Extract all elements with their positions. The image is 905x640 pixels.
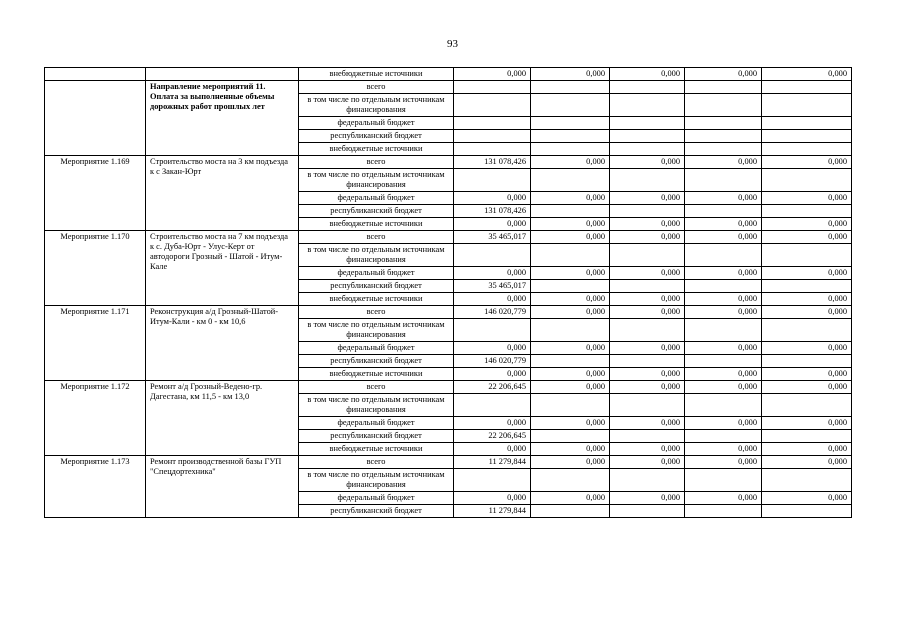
value-cell: 0,000 <box>762 492 852 505</box>
value-cell: 0,000 <box>531 68 610 81</box>
source-cell: республиканский бюджет <box>299 280 454 293</box>
value-cell: 0,000 <box>531 417 610 430</box>
value-cell: 0,000 <box>685 293 762 306</box>
source-cell: в том числе по отдельным источникам финансирования <box>299 244 454 267</box>
code-cell: Мероприятие 1.170 <box>45 231 146 306</box>
value-cell: 0,000 <box>762 342 852 355</box>
value-cell <box>685 469 762 492</box>
value-cell: 0,000 <box>762 267 852 280</box>
value-cell <box>531 505 610 518</box>
value-cell <box>531 205 610 218</box>
value-cell: 0,000 <box>685 306 762 319</box>
value-cell: 0,000 <box>531 293 610 306</box>
value-cell: 0,000 <box>685 443 762 456</box>
value-cell: 131 078,426 <box>454 156 531 169</box>
name-cell: Реконструкция а/д Грозный-Шатой-Итум-Кали - км 0 - км 10,6 <box>146 306 299 381</box>
table-row <box>45 156 852 169</box>
value-cell: 0,000 <box>454 293 531 306</box>
source-cell: всего <box>299 231 454 244</box>
financing-table <box>44 67 852 518</box>
source-cell: республиканский бюджет <box>299 355 454 368</box>
value-cell <box>610 130 685 143</box>
value-cell: 0,000 <box>454 417 531 430</box>
source-cell: республиканский бюджет <box>299 505 454 518</box>
value-cell: 0,000 <box>531 443 610 456</box>
value-cell: 0,000 <box>610 368 685 381</box>
value-cell <box>531 117 610 130</box>
value-cell <box>610 81 685 94</box>
table-row <box>45 381 852 394</box>
value-cell: 131 078,426 <box>454 205 531 218</box>
code-cell: Мероприятие 1.173 <box>45 456 146 518</box>
source-cell: всего <box>299 456 454 469</box>
value-cell: 0,000 <box>610 342 685 355</box>
value-cell <box>685 394 762 417</box>
value-cell: 0,000 <box>762 218 852 231</box>
value-cell <box>685 117 762 130</box>
value-cell: 22 206,645 <box>454 381 531 394</box>
value-cell <box>610 169 685 192</box>
value-cell: 0,000 <box>610 306 685 319</box>
value-cell: 0,000 <box>685 368 762 381</box>
value-cell: 0,000 <box>454 267 531 280</box>
value-cell: 0,000 <box>531 306 610 319</box>
name-cell: Ремонт производственной базы ГУП "Спецдортехника" <box>146 456 299 518</box>
value-cell: 0,000 <box>610 456 685 469</box>
value-cell: 0,000 <box>454 492 531 505</box>
value-cell: 0,000 <box>531 192 610 205</box>
value-cell: 0,000 <box>762 293 852 306</box>
name-cell: Ремонт а/д Грозный-Ведено-гр. Дагестана, км 11,5 - км 13,0 <box>146 381 299 456</box>
value-cell <box>610 319 685 342</box>
value-cell <box>685 244 762 267</box>
value-cell: 11 279,844 <box>454 505 531 518</box>
value-cell: 0,000 <box>685 218 762 231</box>
value-cell: 0,000 <box>531 218 610 231</box>
value-cell <box>685 130 762 143</box>
value-cell <box>762 430 852 443</box>
value-cell <box>685 319 762 342</box>
value-cell: 0,000 <box>454 68 531 81</box>
value-cell <box>610 117 685 130</box>
value-cell: 0,000 <box>531 231 610 244</box>
value-cell: 0,000 <box>685 267 762 280</box>
value-cell: 0,000 <box>531 156 610 169</box>
source-cell: внебюджетные источники <box>299 293 454 306</box>
value-cell <box>762 81 852 94</box>
value-cell: 0,000 <box>685 492 762 505</box>
value-cell: 0,000 <box>610 192 685 205</box>
value-cell: 0,000 <box>531 368 610 381</box>
value-cell: 0,000 <box>685 156 762 169</box>
value-cell <box>610 143 685 156</box>
value-cell: 0,000 <box>531 456 610 469</box>
code-cell: Мероприятие 1.171 <box>45 306 146 381</box>
value-cell: 0,000 <box>610 492 685 505</box>
source-cell: всего <box>299 381 454 394</box>
value-cell <box>610 430 685 443</box>
value-cell: 0,000 <box>531 267 610 280</box>
value-cell: 0,000 <box>685 456 762 469</box>
table-row <box>45 306 852 319</box>
value-cell: 0,000 <box>685 417 762 430</box>
source-cell: всего <box>299 156 454 169</box>
value-cell <box>531 430 610 443</box>
value-cell <box>454 117 531 130</box>
value-cell <box>762 130 852 143</box>
value-cell <box>531 355 610 368</box>
value-cell: 0,000 <box>610 231 685 244</box>
value-cell: 35 465,017 <box>454 231 531 244</box>
value-cell <box>762 469 852 492</box>
value-cell: 0,000 <box>762 456 852 469</box>
source-cell: федеральный бюджет <box>299 117 454 130</box>
page-number: 93 <box>447 38 458 50</box>
value-cell <box>531 94 610 117</box>
table-row <box>45 68 852 81</box>
code-cell <box>45 81 146 156</box>
value-cell <box>610 94 685 117</box>
value-cell: 0,000 <box>762 156 852 169</box>
value-cell: 35 465,017 <box>454 280 531 293</box>
source-cell: федеральный бюджет <box>299 492 454 505</box>
value-cell <box>762 94 852 117</box>
table-row <box>45 81 852 94</box>
value-cell: 0,000 <box>610 417 685 430</box>
value-cell <box>610 394 685 417</box>
source-cell: всего <box>299 306 454 319</box>
source-cell: внебюджетные источники <box>299 443 454 456</box>
value-cell <box>685 143 762 156</box>
source-cell: в том числе по отдельным источникам финансирования <box>299 319 454 342</box>
value-cell <box>762 505 852 518</box>
value-cell: 0,000 <box>685 192 762 205</box>
value-cell: 0,000 <box>762 381 852 394</box>
value-cell: 11 279,844 <box>454 456 531 469</box>
value-cell: 0,000 <box>531 342 610 355</box>
source-cell: республиканский бюджет <box>299 205 454 218</box>
value-cell: 0,000 <box>531 492 610 505</box>
value-cell: 0,000 <box>762 192 852 205</box>
value-cell: 22 206,645 <box>454 430 531 443</box>
source-cell: в том числе по отдельным источникам финансирования <box>299 469 454 492</box>
value-cell: 0,000 <box>454 443 531 456</box>
value-cell <box>610 205 685 218</box>
value-cell <box>762 143 852 156</box>
value-cell: 0,000 <box>685 231 762 244</box>
source-cell: всего <box>299 81 454 94</box>
source-cell: федеральный бюджет <box>299 192 454 205</box>
name-cell: Направление мероприятий 11. Оплата за выполненные объемы дорожных работ прошлых лет <box>146 81 299 156</box>
source-cell: внебюджетные источники <box>299 68 454 81</box>
value-cell <box>685 81 762 94</box>
value-cell: 0,000 <box>762 443 852 456</box>
source-cell: внебюджетные источники <box>299 368 454 381</box>
value-cell <box>685 505 762 518</box>
value-cell: 0,000 <box>610 381 685 394</box>
source-cell: внебюджетные источники <box>299 143 454 156</box>
source-cell: федеральный бюджет <box>299 267 454 280</box>
value-cell <box>762 280 852 293</box>
value-cell <box>531 244 610 267</box>
source-cell: внебюджетные источники <box>299 218 454 231</box>
value-cell <box>685 169 762 192</box>
table-row <box>45 456 852 469</box>
value-cell <box>685 280 762 293</box>
value-cell: 0,000 <box>610 156 685 169</box>
value-cell: 0,000 <box>610 293 685 306</box>
value-cell <box>454 94 531 117</box>
value-cell: 0,000 <box>685 381 762 394</box>
code-cell: Мероприятие 1.169 <box>45 156 146 231</box>
value-cell: 0,000 <box>610 218 685 231</box>
value-cell <box>531 280 610 293</box>
source-cell: федеральный бюджет <box>299 342 454 355</box>
value-cell <box>762 244 852 267</box>
value-cell <box>531 319 610 342</box>
value-cell: 0,000 <box>531 381 610 394</box>
value-cell <box>454 319 531 342</box>
value-cell <box>762 319 852 342</box>
value-cell: 146 020,779 <box>454 306 531 319</box>
source-cell: республиканский бюджет <box>299 130 454 143</box>
value-cell: 146 020,779 <box>454 355 531 368</box>
value-cell: 0,000 <box>762 368 852 381</box>
value-cell: 0,000 <box>610 443 685 456</box>
code-cell: Мероприятие 1.172 <box>45 381 146 456</box>
name-cell <box>146 68 299 81</box>
value-cell: 0,000 <box>610 68 685 81</box>
value-cell <box>685 94 762 117</box>
value-cell <box>454 130 531 143</box>
value-cell: 0,000 <box>762 68 852 81</box>
source-cell: в том числе по отдельным источникам финансирования <box>299 394 454 417</box>
value-cell <box>454 143 531 156</box>
code-cell <box>45 68 146 81</box>
value-cell <box>454 81 531 94</box>
value-cell: 0,000 <box>762 231 852 244</box>
value-cell: 0,000 <box>454 342 531 355</box>
value-cell: 0,000 <box>685 342 762 355</box>
value-cell <box>531 143 610 156</box>
value-cell <box>762 394 852 417</box>
source-cell: в том числе по отдельным источникам финансирования <box>299 94 454 117</box>
value-cell <box>531 394 610 417</box>
value-cell: 0,000 <box>762 417 852 430</box>
value-cell <box>762 117 852 130</box>
value-cell <box>531 169 610 192</box>
value-cell: 0,000 <box>454 368 531 381</box>
value-cell <box>531 81 610 94</box>
name-cell: Строительство моста на 3 км подъезда к с Закан-Юрт <box>146 156 299 231</box>
value-cell <box>454 244 531 267</box>
value-cell <box>610 505 685 518</box>
value-cell <box>531 130 610 143</box>
value-cell <box>762 355 852 368</box>
value-cell: 0,000 <box>454 218 531 231</box>
value-cell: 0,000 <box>610 267 685 280</box>
value-cell: 0,000 <box>762 306 852 319</box>
value-cell <box>610 280 685 293</box>
value-cell <box>531 469 610 492</box>
value-cell <box>685 205 762 218</box>
value-cell <box>610 244 685 267</box>
value-cell <box>685 355 762 368</box>
value-cell <box>610 469 685 492</box>
table-row <box>45 231 852 244</box>
value-cell: 0,000 <box>454 192 531 205</box>
value-cell <box>762 169 852 192</box>
value-cell <box>454 469 531 492</box>
value-cell <box>610 355 685 368</box>
value-cell <box>454 169 531 192</box>
value-cell <box>454 394 531 417</box>
name-cell: Строительство моста на 7 км подъезда к с. Дуба-Юрт - Улус-Керт от автодороги Грозный - Шатой - Итум-Кале <box>146 231 299 306</box>
source-cell: федеральный бюджет <box>299 417 454 430</box>
value-cell <box>685 430 762 443</box>
value-cell: 0,000 <box>685 68 762 81</box>
source-cell: республиканский бюджет <box>299 430 454 443</box>
source-cell: в том числе по отдельным источникам финансирования <box>299 169 454 192</box>
value-cell <box>762 205 852 218</box>
